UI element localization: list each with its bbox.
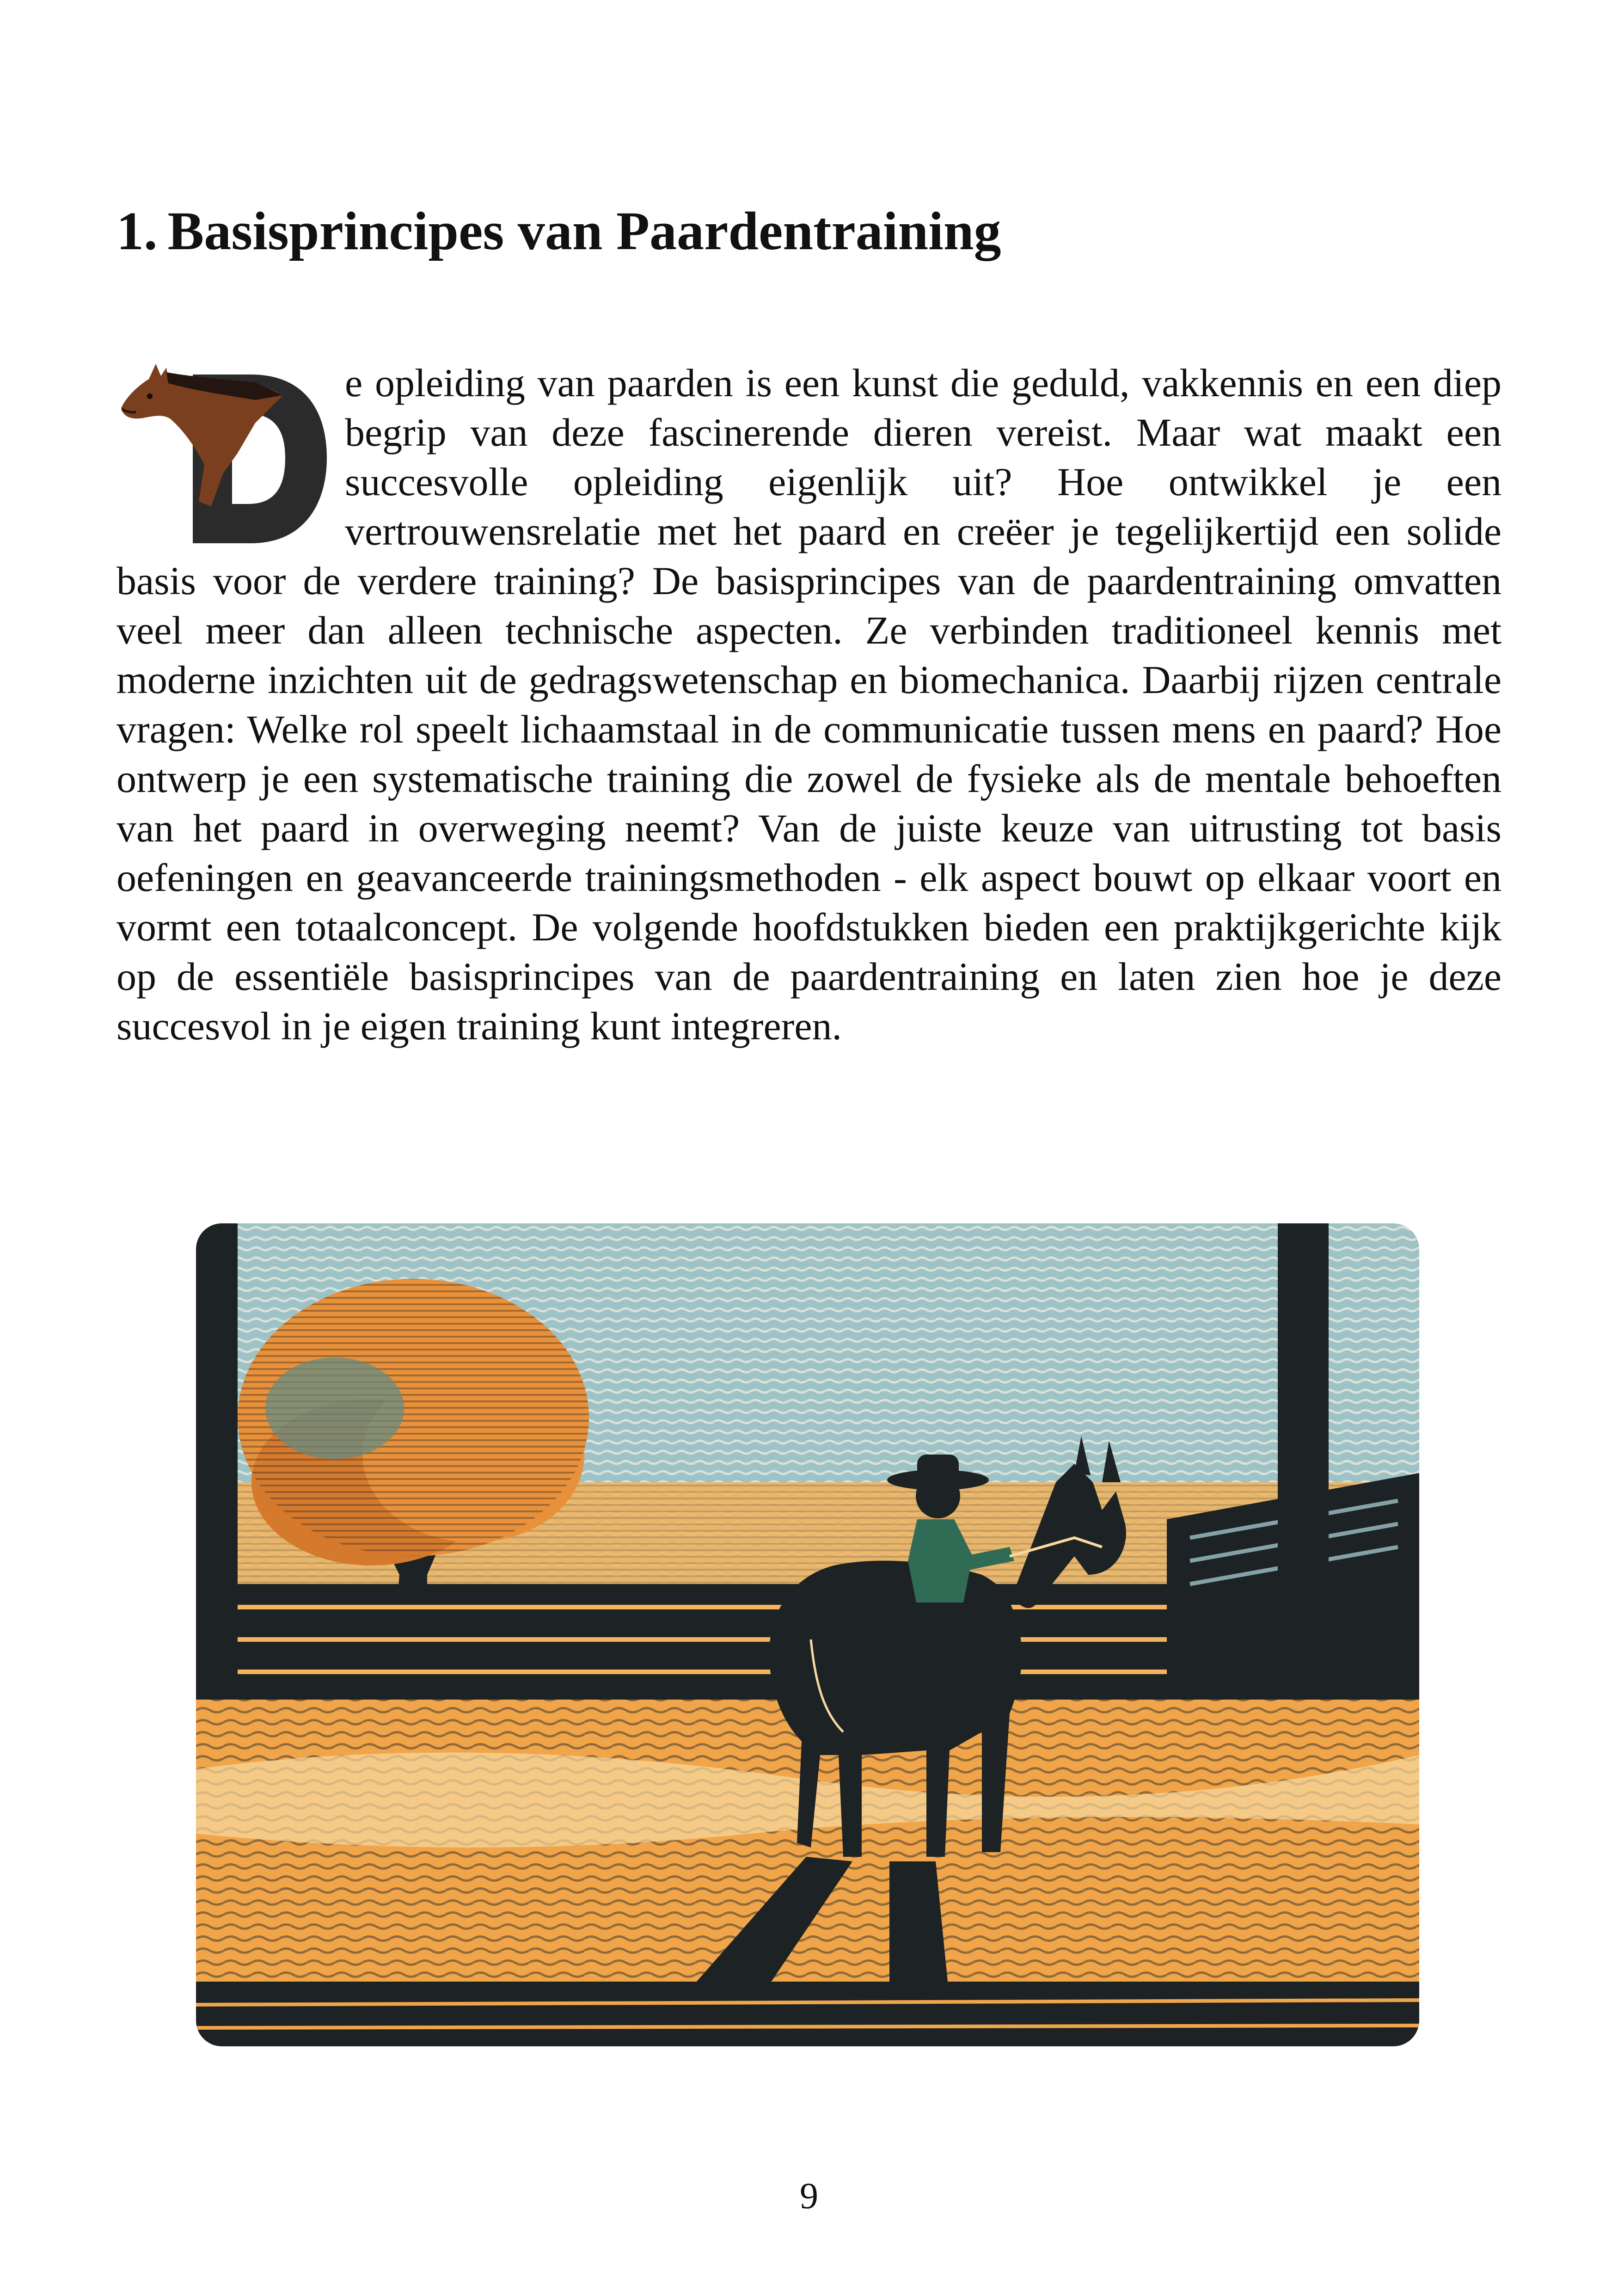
chapter-heading [116,199,1001,264]
intro-text: e opleiding van paarden is een kunst die geduld, vakkennis en een diep begrip van deze fascinerende dieren vereist. Maar wat maakt een succesvolle opleiding eigenlijk uit? Hoe ontwikkel je een vertrouwensrelatie met het paard en creëer je tegelijkertijd een solide basis voor de verdere training? De basisprincipes van de paardentraining omvatten veel meer dan alleen technische aspecten. Ze verbinden traditioneel kennis met moderne inzichten uit de gedragswetenschap en biomechanica. Daarbij rijzen centrale vragen: Welke rol speelt lichaamstaal in de communicatie tussen mens en paard? Hoe ontwerp je een systematische training die zowel de fysieke als de mentale behoeften van het paard in overweging neemt? Van de juiste keuze van uitrusting tot basis oefeningen en geavanceerde trainingsmethoden - elk aspect bouwt op elkaar voort en vormt een totaalconcept. De volgende hoofdstukken bieden een praktijkgerichte kijk op de essentiële basisprincipes van de paardentraining en laten zien hoe je deze succesvol in je eigen training kunt integreren. [116,361,1502,1048]
chapter-intro-paragraph [116,358,1502,1051]
cowboy-on-horse-illustration [196,1223,1419,2046]
page-number: 9 [800,2176,818,2216]
cowboy-horse-illustration [196,1223,1419,2046]
horse-head-icon [116,354,334,553]
drop-cap-d [116,354,334,553]
chapter-number: 1. [116,201,158,261]
chapter-title: Basisprincipes van Paardentraining [167,201,1001,261]
